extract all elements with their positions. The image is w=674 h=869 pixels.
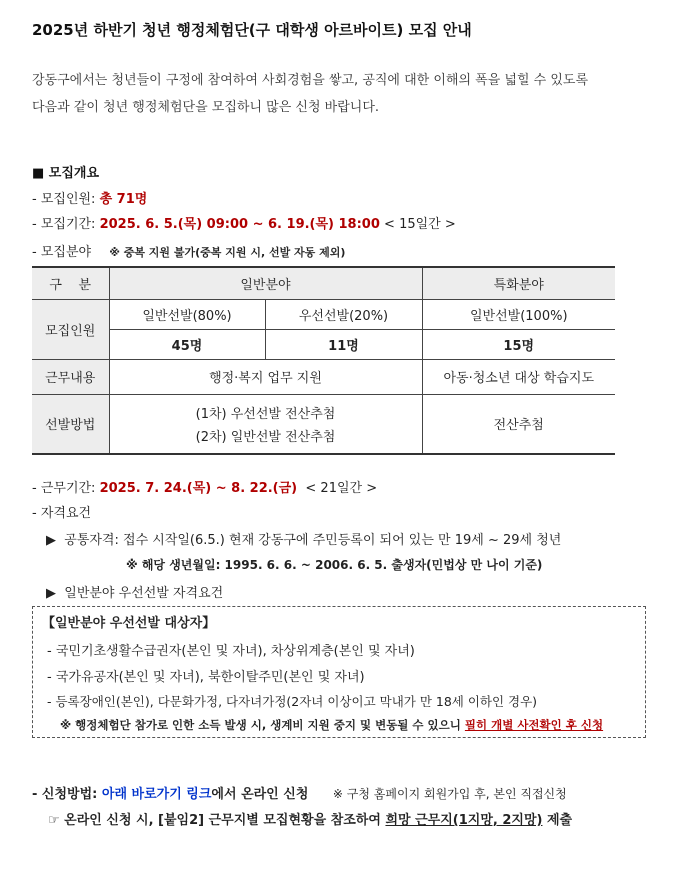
apply-online — [48, 809, 572, 828]
table-header-special: 특화분야 — [422, 267, 615, 299]
priority-note — [60, 717, 603, 733]
apply-online-suffix: 제출 — [542, 813, 573, 828]
table-row-method-label: 선발방법 — [32, 394, 109, 454]
intro-line-1: 강동구에서는 청년들이 구정에 참여하여 사회경험을 쌓고, 공직에 대한 이해의 폭을 넓힐 수 있도록 — [32, 73, 589, 88]
qualification-priority: ▶ 일반분야 우선선발 자격요건 — [46, 586, 224, 601]
page-title: 2025년 하반기 청년 행정체험단(구 대학생 아르바이트) 모집 안내 — [32, 21, 472, 39]
table-header-category: 구 분 — [32, 267, 109, 299]
method-line-1: (1차) 우선선발 전산추첨 — [195, 406, 336, 422]
work-period — [32, 477, 377, 496]
priority-note-emphasis: 필히 개별 사전확인 후 신청 — [464, 718, 604, 732]
table-row — [32, 329, 615, 359]
table-header-general: 일반분야 — [109, 267, 422, 299]
recruit-field-label: - 모집분야 — [32, 245, 92, 260]
work-period-label: - 근무기간: — [32, 481, 100, 496]
table-row — [32, 299, 615, 329]
table-cell: 일반선발(100%) — [422, 299, 615, 329]
recruit-count — [32, 188, 147, 207]
table-cell: 15명 — [422, 329, 615, 359]
apply-label: - 신청방법: — [32, 787, 102, 802]
apply-suffix: 에서 온라인 신청 — [211, 787, 309, 802]
recruit-field-note: ※ 중복 지원 불가(중복 지원 시, 선발 자동 제외) — [109, 246, 346, 259]
priority-note-text: ※ 행정체험단 참가로 인한 소득 발생 시, 생계비 지원 중지 및 변동될 수 있으니 — [60, 718, 465, 732]
recruit-count-label: - 모집인원: — [32, 192, 100, 207]
priority-item: - 국가유공자(본인 및 자녀), 북한이탈주민(본인 및 자녀) — [47, 670, 365, 685]
recruit-period — [32, 213, 456, 232]
priority-box — [32, 606, 646, 738]
apply-note: ※ 구청 홈페이지 회원가입 후, 본인 직접신청 — [332, 787, 567, 801]
table-cell: 행정·복지 업무 지원 — [109, 359, 422, 394]
table-cell: 아동·청소년 대상 학습지도 — [422, 359, 615, 394]
apply-method — [32, 783, 567, 802]
table-row-work-label: 근무내용 — [32, 359, 109, 394]
priority-item: - 등록장애인(본인), 다문화가정, 다자녀가정(2자녀 이상이고 막내가 만 18세 이하인 경우) — [47, 694, 538, 709]
recruit-period-value: 2025. 6. 5.(목) 09:00 ~ 6. 19.(목) 18:00 — [99, 217, 380, 232]
qualification-common: ▶ 공통자격: 접수 시작일(6.5.) 현재 강동구에 주민등록이 되어 있는 만 19세 ~ 29세 청년 — [46, 533, 562, 548]
table-cell: 일반선발(80%) — [109, 299, 265, 329]
priority-item: - 국민기초생활수급권자(본인 및 자녀), 차상위계층(본인 및 자녀) — [47, 644, 415, 659]
table-cell: 11명 — [265, 329, 422, 359]
qualification-heading: - 자격요건 — [32, 506, 92, 521]
work-period-value: 2025. 7. 24.(목) ~ 8. 22.(금) — [99, 481, 298, 496]
table-row — [32, 394, 615, 454]
method-line-2: (2차) 일반선발 전산추첨 — [195, 429, 336, 445]
table-cell: 우선선발(20%) — [265, 299, 422, 329]
work-period-note: < 21일간 > — [297, 481, 378, 496]
priority-box-heading: 【일반분야 우선선발 대상자】 — [42, 616, 216, 631]
apply-online-text: ☞ 온라인 신청 시, [붙임2] 근무지별 모집현황을 참조하여 — [48, 813, 386, 828]
qualification-birth-note: ※ 해당 생년월일: 1995. 6. 6. ~ 2006. 6. 5. 출생자(민법상 만 나이 기준) — [126, 558, 543, 572]
overview-heading: ■ 모집개요 — [32, 166, 100, 181]
recruit-period-label: - 모집기간: — [32, 217, 100, 232]
table-row-recruit-label: 모집인원 — [32, 299, 109, 359]
recruit-period-note: < 15일간 > — [379, 217, 456, 232]
apply-online-emphasis: 희망 근무지(1지망, 2지망) — [385, 813, 543, 828]
apply-link[interactable]: 아래 바로가기 링크 — [101, 787, 212, 802]
table-row — [32, 359, 615, 394]
table-cell: 전산추첨 — [422, 394, 615, 454]
table-cell — [109, 394, 422, 454]
recruit-table — [32, 266, 615, 455]
recruit-field — [32, 241, 345, 260]
recruit-count-value: 총 71명 — [99, 192, 148, 207]
table-header-row — [32, 267, 615, 299]
table-cell: 45명 — [109, 329, 265, 359]
intro-line-2: 다음과 같이 청년 행정체험단을 모집하니 많은 신청 바랍니다. — [32, 100, 380, 115]
